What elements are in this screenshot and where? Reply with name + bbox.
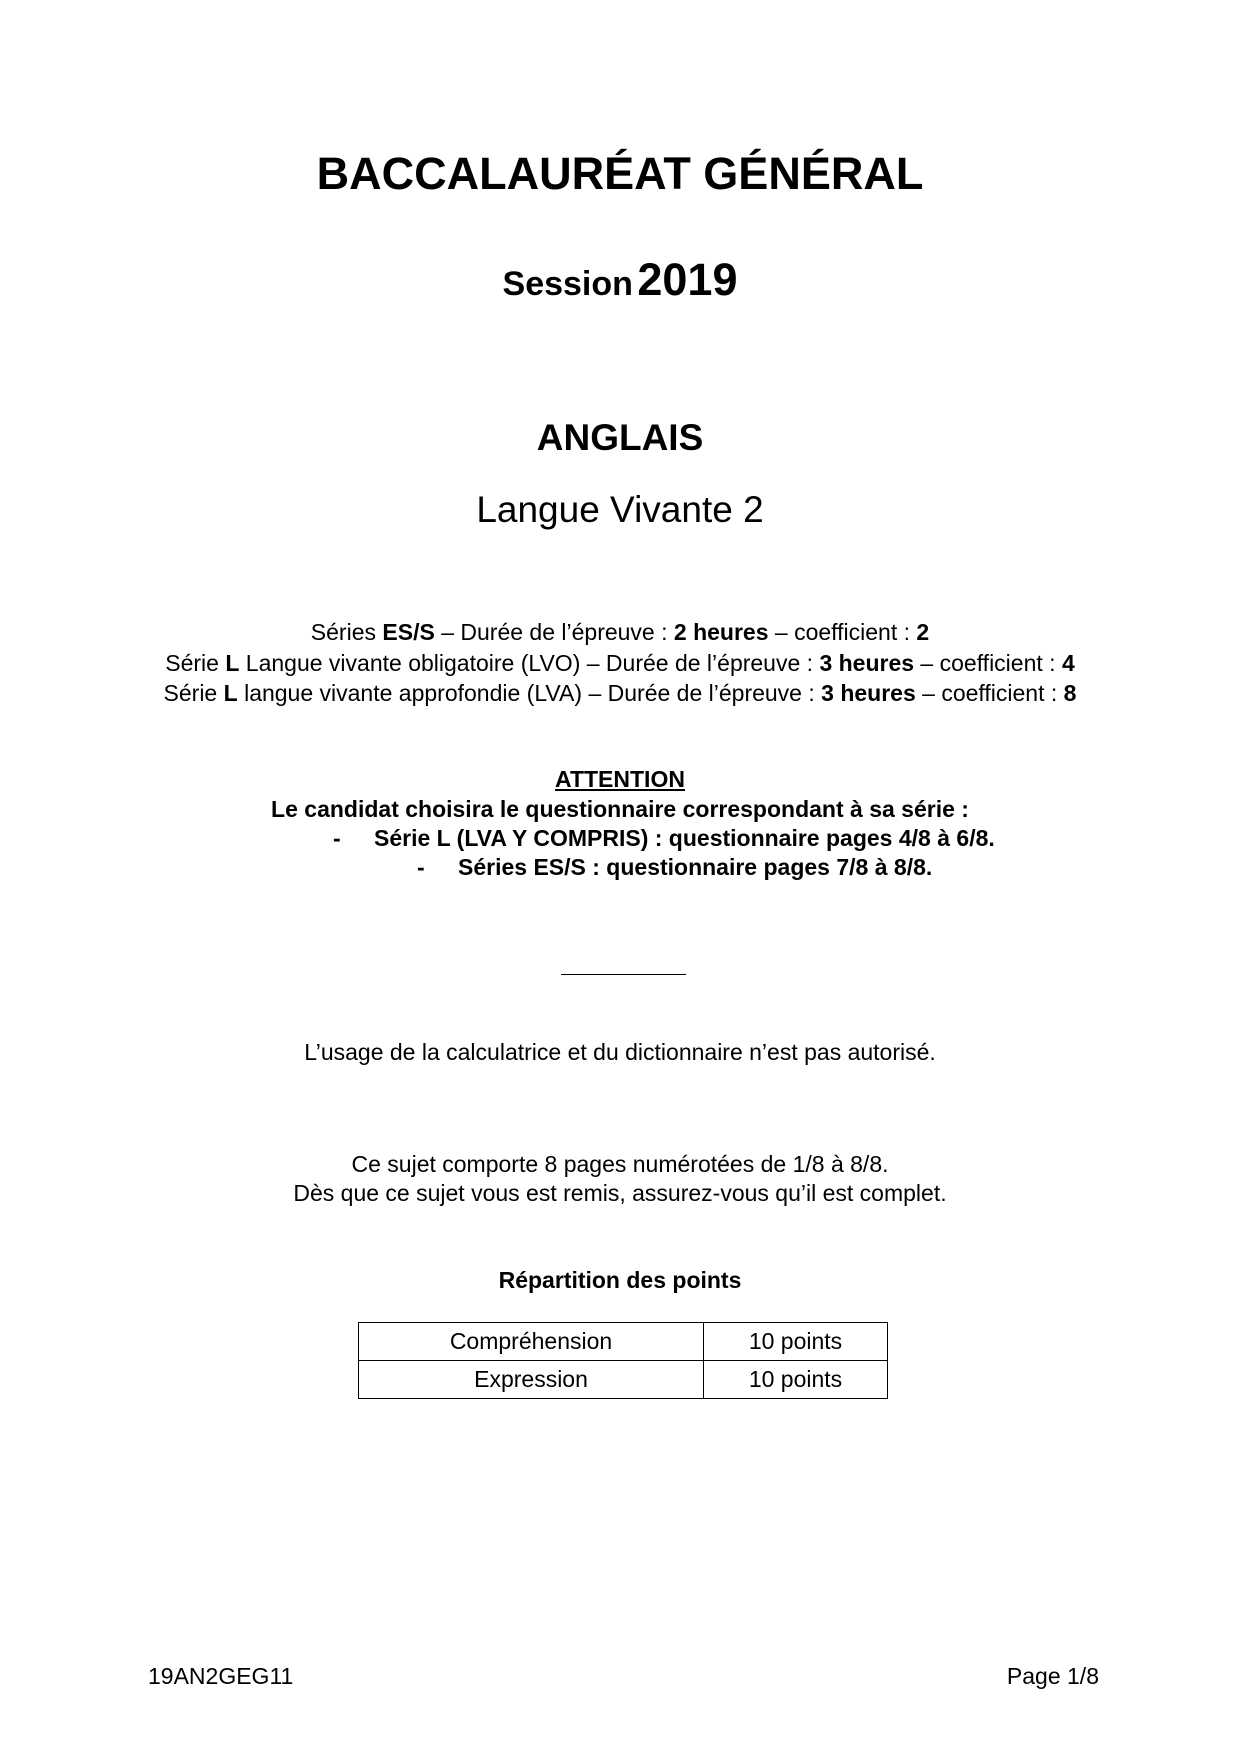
series-text: – coefficient :: [915, 680, 1064, 706]
points-label: Compréhension: [359, 1323, 704, 1361]
points-label: Expression: [359, 1361, 704, 1399]
series-text: Série: [165, 650, 226, 676]
points-table: [358, 1322, 888, 1399]
bullet-item-serie-l: Série L (LVA Y COMPRIS) : questionnaire pages 4/8 à 6/8.: [374, 825, 995, 851]
series-text: langue vivante approfondie (LVA) – Durée de l’épreuve :: [237, 680, 822, 706]
series-duration: 3 heures: [821, 680, 916, 706]
series-duration: 2 heures: [673, 619, 769, 645]
session-line: [0, 250, 1240, 321]
footer-page-number: Page 1/8: [1006, 1663, 1099, 1689]
exam-title: BACCALAURÉAT GÉNÉRAL: [316, 148, 924, 199]
separator-line: [561, 974, 686, 975]
points-value: 10 points: [704, 1361, 888, 1399]
session-label: Session: [502, 265, 633, 303]
series-line-l-lvo: [0, 648, 1240, 678]
series-coefficient: 4: [1061, 650, 1075, 676]
series-coefficient: 2: [916, 619, 930, 645]
table-row: [359, 1323, 888, 1361]
page-count-notice: Ce sujet comporte 8 pages numérotées de 1/8 à 8/8.: [351, 1151, 889, 1177]
attention-block: [0, 764, 1240, 794]
series-line-l-lva: [0, 678, 1240, 708]
bullet-dash: -: [333, 825, 341, 851]
calculator-notice: L’usage de la calculatrice et du dictionnaire n’est pas autorisé.: [304, 1039, 936, 1065]
series-name: ES/S: [382, 619, 435, 645]
bullet-dash: -: [417, 854, 425, 880]
series-text: – coefficient :: [914, 650, 1062, 676]
series-text: Langue vivante obligatoire (LVO) – Durée de l’épreuve :: [239, 650, 820, 676]
series-duration: 3 heures: [819, 650, 915, 676]
series-coefficient: 8: [1063, 680, 1077, 706]
table-row: [359, 1361, 888, 1399]
series-text: Séries: [310, 619, 383, 645]
footer-code: 19AN2GEG11: [148, 1663, 294, 1689]
bullet-item-series-es-s: Séries ES/S : questionnaire pages 7/8 à 8/8.: [458, 854, 933, 880]
series-name: L: [225, 650, 240, 676]
points-heading: Répartition des points: [498, 1267, 742, 1293]
attention-heading: ATTENTION: [555, 766, 685, 792]
completeness-notice: Dès que ce sujet vous est remis, assurez-vous qu’il est complet.: [293, 1180, 947, 1206]
series-text: – coefficient :: [768, 619, 917, 645]
series-line-es-s: [0, 617, 1240, 647]
series-text: – Durée de l’épreuve :: [434, 619, 674, 645]
subject-title: ANGLAIS: [536, 417, 704, 458]
series-text: Série: [163, 680, 224, 706]
session-year: 2019: [637, 254, 738, 305]
language-level: Langue Vivante 2: [476, 489, 764, 530]
points-value: 10 points: [704, 1323, 888, 1361]
series-name: L: [223, 680, 238, 706]
attention-instruction: Le candidat choisira le questionnaire correspondant à sa série :: [271, 796, 969, 822]
